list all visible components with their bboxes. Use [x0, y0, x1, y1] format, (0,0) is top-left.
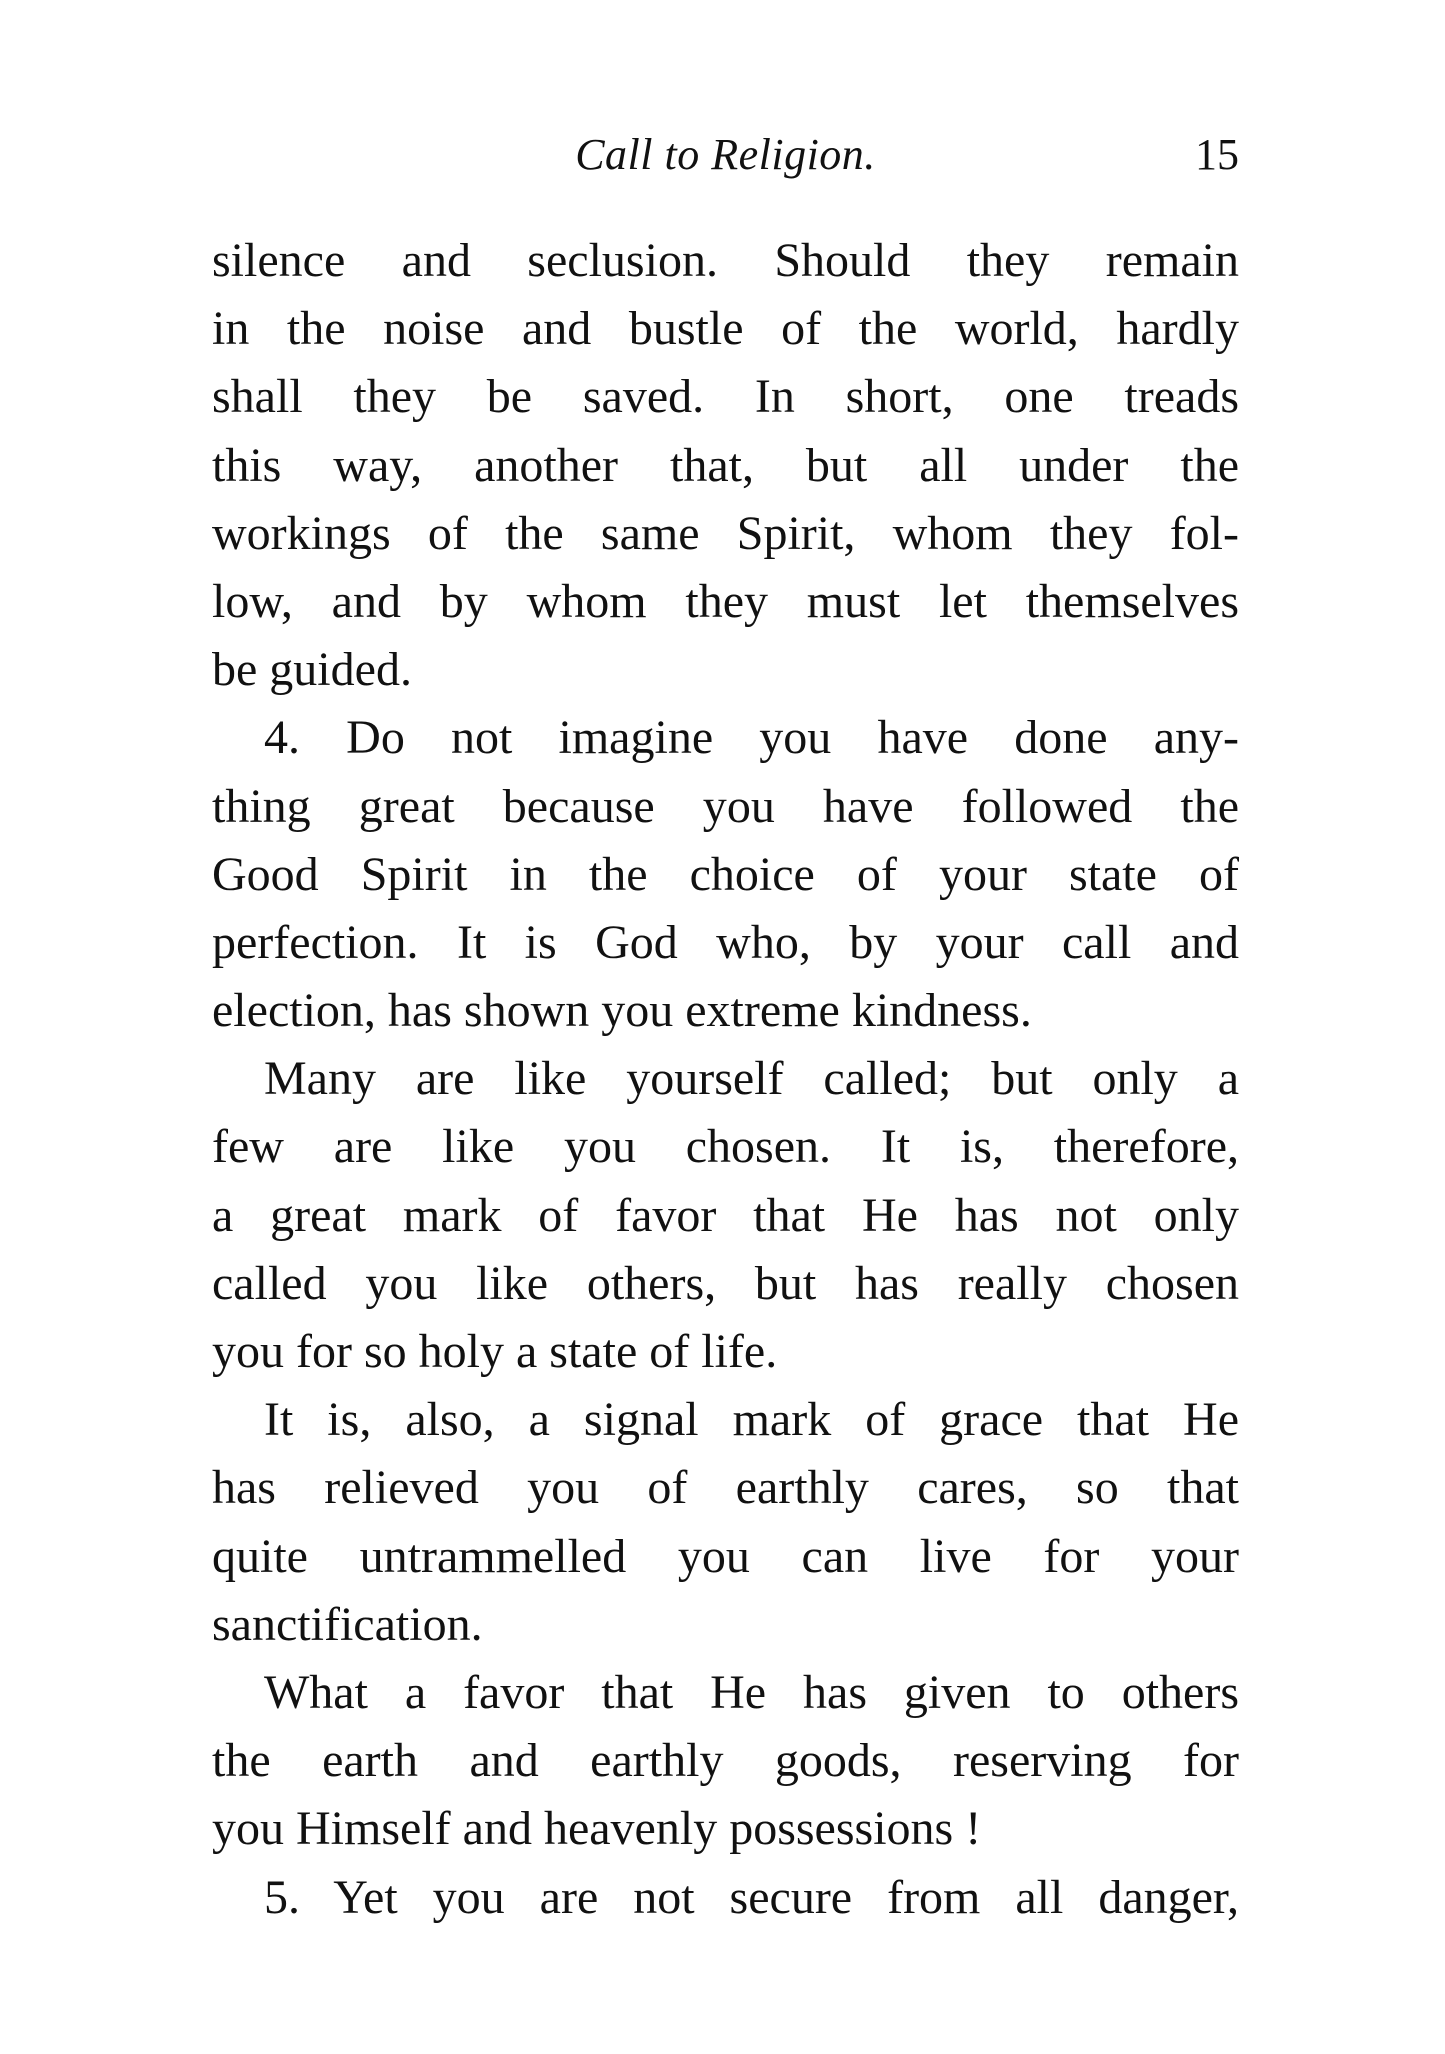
text-line: silence and seclusion. Should they remain	[212, 234, 1239, 287]
text-line: you Himself and heavenly possessions !	[212, 1802, 982, 1856]
text-line: few are like you chosen. It is, therefore,	[212, 1120, 1239, 1174]
text-line: the earth and earthly goods, reserving for	[212, 1734, 1239, 1788]
text-line: thing great because you have followed the	[212, 779, 1239, 833]
text-line: What a favor that He has given to others	[264, 1665, 1239, 1719]
running-title: Call to Religion.	[575, 130, 876, 179]
text-line: has relieved you of earthly cares, so that	[212, 1461, 1239, 1515]
text-line: low, and by whom they must let themselves	[212, 574, 1239, 628]
page-number: 15	[1195, 130, 1239, 179]
text-line: Many are like yourself called; but only a	[264, 1052, 1239, 1106]
text-line: shall they be saved. In short, one treads	[212, 370, 1239, 424]
text-line: 4. Do not imagine you have done any-	[264, 711, 1239, 765]
text-line: called you like others, but has really chosen	[212, 1256, 1239, 1310]
text-line: you for so holy a state of life.	[212, 1325, 778, 1378]
body-text	[212, 227, 1239, 1932]
running-head	[212, 120, 1239, 190]
text-line: 5. Yet you are not secure from all danger,	[264, 1870, 1239, 1924]
text-line: quite untrammelled you can live for your	[212, 1529, 1239, 1583]
text-line: Good Spirit in the choice of your state of	[212, 847, 1239, 901]
text-line: workings of the same Spirit, whom they fol-	[212, 506, 1239, 560]
text-line: It is, also, a signal mark of grace that He	[264, 1393, 1239, 1447]
text-line: in the noise and bustle of the world, hardly	[212, 302, 1239, 356]
text-line: sanctification.	[212, 1597, 483, 1651]
text-line: be guided.	[212, 643, 412, 697]
text-line: election, has shown you extreme kindness.	[212, 984, 1032, 1038]
text-line: this way, another that, but all under the	[212, 438, 1239, 492]
text-line: perfection. It is God who, by your call and	[212, 915, 1239, 969]
text-line: a great mark of favor that He has not only	[212, 1188, 1239, 1242]
